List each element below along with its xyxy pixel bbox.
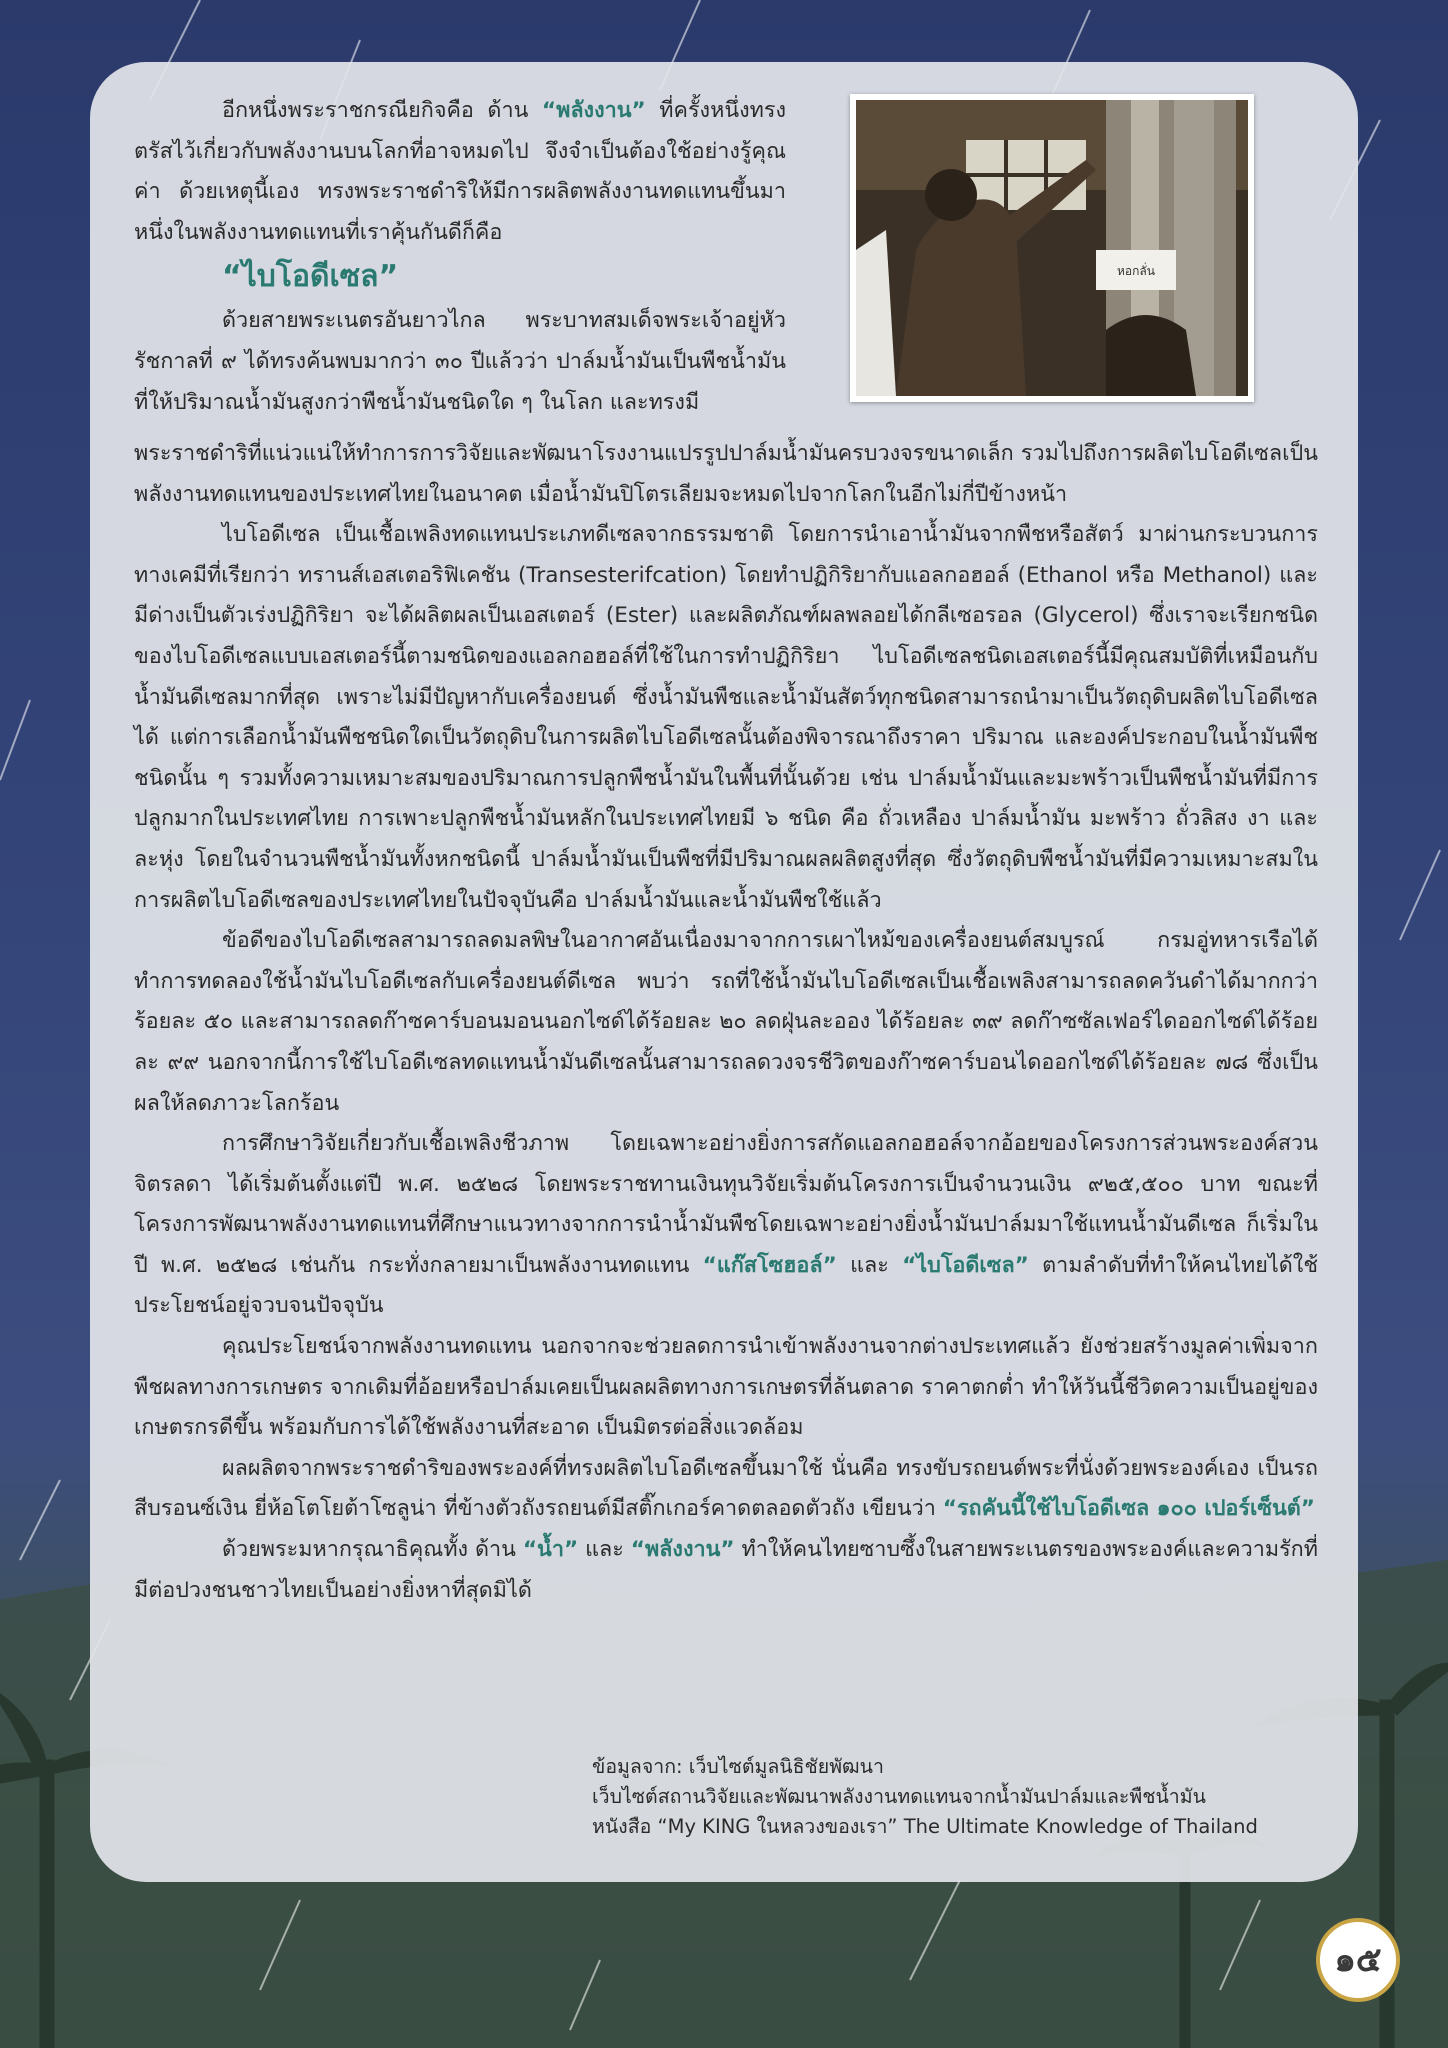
source-line-3: หนังสือ “My KING ในหลวงของเรา” The Ultimate Knowledge of Thailand bbox=[592, 1815, 1258, 1838]
text-run: ตามลำดับที่ทำให้คนไทยได้ใช้ประโยชน์อยู่จวบจนปัจจุบัน bbox=[134, 1252, 1318, 1319]
photo-frame bbox=[850, 94, 1254, 402]
intro-text bbox=[134, 91, 786, 423]
text-run: ด้วยพระมหากรุณาธิคุณทั้ง ด้าน bbox=[222, 1537, 523, 1563]
highlight-gasohol: “แก๊สโซฮอล์” bbox=[702, 1252, 837, 1278]
highlight-energy: “พลังงาน” bbox=[541, 98, 646, 123]
paragraph-energy-intro bbox=[134, 91, 786, 253]
paragraph-renewable-benefits: คุณประโยชน์จากพลังงานทดแทน นอกจากจะช่วยลดการนำเข้าพลังงานจากต่างประเทศแล้ว ยังช่วยสร้างมูลค่าเพิ่มจากพืชผลทางการเกษตร จากเดิมที่อ้อยหรือปาล์มเคยเป็นผลผลิตทางการเกษตรที่ล้นตลาด ราคาตกต่ำ ทำให้วันนี้ชีวิตความเป็นอยู่ของเกษตรกรดีขึ้น พร้อมกับการได้ใช้พลังงานที่สะอาด เป็นมิตรต่อสิ่งแวดล้อม bbox=[134, 1334, 1318, 1441]
text-run: และ bbox=[836, 1252, 903, 1278]
paragraph-research-history bbox=[134, 1124, 1318, 1327]
text-run: อีกหนึ่งพระราชกรณียกิจคือ ด้าน bbox=[222, 98, 542, 123]
text-run: ผลผลิตจากพระราชดำริของพระองค์ที่ทรงผลิตไบโอดีเซลขึ้นมาใช้ นั่นคือ ทรงขับรถยนต์พระที่นั่งด้วยพระองค์เอง เป็นรถสีบรอนซ์เงิน ยี่ห้อโตโยต้าโซลูน่า ที่ข้างตัวถังรถยนต์มีสติ๊กเกอร์คาดตลอดตัวถัง เขียนว่า bbox=[134, 1455, 1318, 1522]
highlight-biodiesel: “ไบโอดีเซล” bbox=[902, 1252, 1029, 1278]
section-heading-biodiesel: “ไบโอดีเซล” bbox=[222, 259, 399, 295]
highlight-water: “น้ำ” bbox=[522, 1537, 579, 1563]
source-line-2: เว็บไซต์สถานวิจัยและพัฒนาพลังงานทดแทนจากน้ำมันปาล์มและพืชน้ำมัน bbox=[592, 1785, 1206, 1808]
body-text bbox=[134, 434, 1318, 1611]
source-line-1: ข้อมูลจาก: เว็บไซต์มูลนิธิชัยพัฒนา bbox=[592, 1755, 884, 1778]
paragraph-vision-continued: พระราชดำริที่แน่วแน่ให้ทำการการวิจัยและพัฒนาโรงงานแปรรูปปาล์มน้ำมันครบวงจรขนาดเล็ก รวมไปถึงการผลิตไบโอดีเซลเป็นพลังงานทดแทนของประเทศไทยในอนาคต เมื่อน้ำมันปิโตรเลียมจะหมดไปจากโลกในอีกไม่กี่ปีข้างหน้า bbox=[134, 441, 1318, 507]
text-run: ที่ครั้งหนึ่งทรงตรัสไว้เกี่ยวกับพลังงานบนโลกที่อาจหมดไป จึงจำเป็นต้องใช้อย่างรู้คุณค่า ด้วยเหตุนี้เอง ทรงพระราชดำริให้มีการผลิตพลังงานทดแทนขึ้นมา หนึ่งในพลังงานทดแทนที่เราคุ้นกันดีก็คือ bbox=[134, 98, 786, 245]
highlight-car-sticker: “รถคันนี้ใช้ไบโอดีเซล ๑๐๐ เปอร์เซ็นต์” bbox=[942, 1496, 1315, 1522]
text-run: และ bbox=[578, 1537, 631, 1563]
sources-block bbox=[592, 1752, 1258, 1842]
paragraph-biodiesel-vision: ด้วยสายพระเนตรอันยาวไกล พระบาทสมเด็จพระเจ้าอยู่หัวรัชกาลที่ ๙ ได้ทรงค้นพบมากว่า ๓๐ ปีแล้วว่า ปาล์มน้ำมันเป็นพืชน้ำมันที่ให้ปริมาณน้ำมันสูงกว่าพืชน้ำมันชนิดใด ๆ ในโลก และทรงมี bbox=[134, 308, 786, 415]
paragraph-conclusion bbox=[134, 1530, 1318, 1611]
text-run: ทำให้คนไทยซาบซึ้งในสายพระเนตรของพระองค์และความรักที่มีต่อปวงชนชาวไทยเป็นอย่างยิ่งหาที่สุดมิได้ bbox=[134, 1537, 1318, 1603]
page-number-badge: ๑๕ bbox=[1316, 1918, 1400, 2002]
photo-king-biodiesel-icon bbox=[856, 100, 1248, 396]
paragraph-biodiesel-definition: ไบโอดีเซล เป็นเชื้อเพลิงทดแทนประเภทดีเซลจากธรรมชาติ โดยการนำเอาน้ำมันจากพืชหรือสัตว์ มาผ่านกระบวนการทางเคมีที่เรียกว่า ทรานส์เอสเตอริฟิเคชัน (Transesterifcation) โดยทำปฏิกิริยากับแอลกอฮอล์ (Ethanol หรือ Methanol) และมีด่างเป็นตัวเร่งปฏิกิริยา จะได้ผลิตผลเป็นเอสเตอร์ (Ester) และผลิตภัณฑ์ผลพลอยได้กลีเซอรอล (Glycerol) ซึ่งเราจะเรียกชนิดของไบโอดีเซลแบบเอสเตอร์นี้ตามชนิดของแอลกอฮอล์ที่ใช้ในการทำปฏิกิริยา ไบโอดีเซลชนิดเอสเตอร์นี้มีคุณสมบัติที่เหมือนกับน้ำมันดีเซลมากที่สุด เพราะไม่มีปัญหากับเครื่องยนต์ ซึ่งน้ำมันพืชและน้ำมันสัตว์ทุกชนิดสามารถนำมาเป็นวัตถุดิบผลิตไบโอดีเซลได้ แต่การเลือกน้ำมันพืชชนิดใดเป็นวัตถุดิบในการผลิตไบโอดีเซลนั้นต้องพิจารณาถึงราคา ปริมาณ และองค์ประกอบในน้ำมันพืชชนิดนั้น ๆ รวมทั้งความเหมาะสมของปริมาณการปลูกพืชน้ำมันในพื้นที่นั้นด้วย เช่น ปาล์มน้ำมันและมะพร้าวเป็นพืชน้ำมันที่มีการปลูกมากในประเทศไทย การเพาะปลูกพืชน้ำมันหลักในประเทศไทยมี ๖ ชนิด คือ ถั่วเหลือง ปาล์มน้ำมัน มะพร้าว ถั่วลิสง งา และละหุ่ง โดยในจำนวนพืชน้ำมันทั้งหกชนิดนี้ ปาล์มน้ำมันเป็นพืชที่มีปริมาณผลผลิตสูงที่สุด ซึ่งวัตถุดิบพืชน้ำมันที่มีความเหมาะสมในการผลิตไบโอดีเซลของประเทศไทยในปัจจุบันคือ ปาล์มน้ำมันและน้ำมันพืชใช้แล้ว bbox=[134, 522, 1318, 913]
text-run: การศึกษาวิจัยเกี่ยวกับเชื้อเพลิงชีวภาพ โดยเฉพาะอย่างยิ่งการสกัดแอลกอฮอล์จากอ้อยของโครงการส่วนพระองค์สวนจิตรลดา ได้เริ่มต้นตั้งแต่ปี พ.ศ. ๒๕๒๘ โดยพระราชทานเงินทุนวิจัยเริ่มต้นโครงการเป็นจำนวนเงิน ๙๒๕,๕๐๐ บาท ขณะที่โครงการพัฒนาพลังงานทดแทนที่ศึกษาแนวทางจากการนำน้ำมันพืชโดยเฉพาะอย่างยิ่งน้ำมันปาล์มมาใช้แทนน้ำมันดีเซล ก็เริ่มในปี พ.ศ. ๒๕๒๘ เช่นกัน กระทั่งกลายมาเป็นพลังงานทดแทน bbox=[134, 1131, 1318, 1278]
photo-sign-text: หอกลั่น bbox=[1117, 264, 1155, 278]
highlight-energy-2: “พลังงาน” bbox=[630, 1537, 735, 1563]
paragraph-royal-car bbox=[134, 1449, 1318, 1530]
paragraph-biodiesel-benefits: ข้อดีของไบโอดีเซลสามารถลดมลพิษในอากาศอันเนื่องมาจากการเผาไหม้ของเครื่องยนต์สมบูรณ์ กรมอู่ทหารเรือได้ทำการทดลองใช้น้ำมันไบโอดีเซลกับเครื่องยนต์ดีเซล พบว่า รถที่ใช้น้ำมันไบโอดีเซลเป็นเชื้อเพลิงสามารถลดควันดำได้มากกว่าร้อยละ ๕๐ และสามารถลดก๊าซคาร์บอนมอนนอกไซด์ได้ร้อยละ ๒๐ ลดฝุ่นละออง ได้ร้อยละ ๓๙ ลดก๊าซซัลเฟอร์ไดออกไซด์ได้ร้อยละ ๙๙ นอกจากนี้การใช้ไบโอดีเซลทดแทนน้ำมันดีเซลนั้นสามารถลดวงจรชีวิตของก๊าซคาร์บอนไดออกไซด์ได้ร้อยละ ๗๘ ซึ่งเป็นผลให้ลดภาวะโลกร้อน bbox=[134, 928, 1318, 1116]
